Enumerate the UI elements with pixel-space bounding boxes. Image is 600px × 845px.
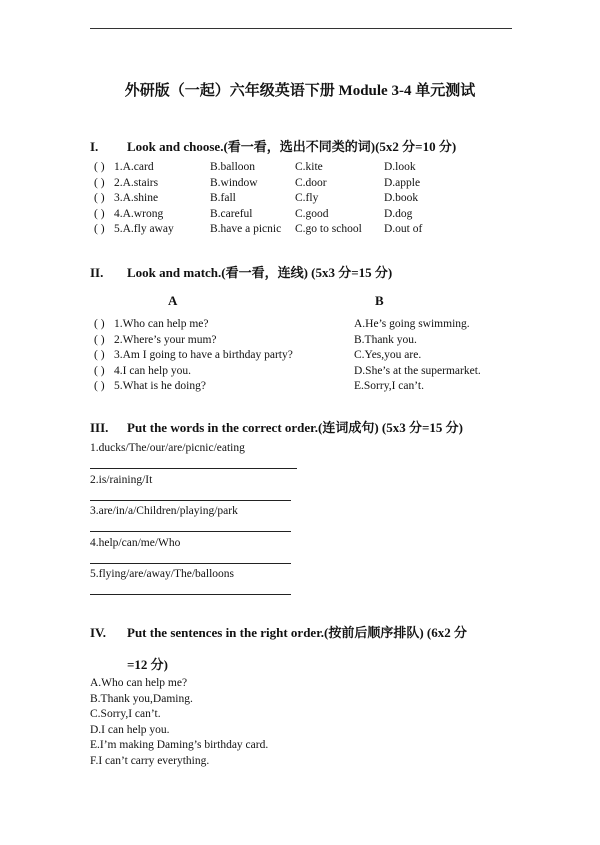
choice-option: B.window xyxy=(210,176,258,189)
choice-option: D.look xyxy=(384,161,416,173)
answer-blank: ( ) xyxy=(94,318,105,330)
choice-option: C.go to school xyxy=(295,223,362,236)
word-order-item: 5.flying/are/away/The/balloons xyxy=(90,568,235,580)
sentence-item: B.Thank you,Daming. xyxy=(90,692,193,705)
section-4-number: IV. xyxy=(90,625,107,640)
choice-option: B.balloon xyxy=(210,161,256,173)
answer-blank: ( ) xyxy=(94,176,105,189)
section-2-title: Look and match.(看一看，连线) (5x3 分=15 分) xyxy=(127,265,393,280)
match-question: 3.Am I going to have a birthday party? xyxy=(114,349,293,362)
match-answer: A.He’s going swimming. xyxy=(354,318,470,330)
section-4-heading xyxy=(90,622,467,641)
choice-option: B.have a picnic xyxy=(210,223,282,236)
sentence-item: F.I can’t carry everything. xyxy=(90,755,210,767)
answer-line[interactable] xyxy=(90,594,291,595)
section-3-title: Put the words in the correct order.(连词成句) (5x3 分=15 分) xyxy=(127,420,463,435)
word-order-item: 2.is/raining/It xyxy=(90,473,153,486)
choice-option: 4.A.wrong xyxy=(114,207,164,220)
match-answer: E.Sorry,I can’t. xyxy=(354,380,424,393)
sentence-item: C.Sorry,I can’t. xyxy=(90,708,161,721)
section-2-heading xyxy=(90,262,392,281)
answer-line[interactable] xyxy=(90,563,291,564)
sentence-item: A.Who can help me? xyxy=(90,677,188,689)
answer-blank: ( ) xyxy=(94,192,105,205)
match-question: 5.What is he doing? xyxy=(114,380,206,393)
answer-blank: ( ) xyxy=(94,223,105,236)
match-answer: D.She’s at the supermarket. xyxy=(354,364,481,377)
choice-option: C.door xyxy=(295,176,327,189)
answer-line[interactable] xyxy=(90,468,297,469)
choice-option: C.good xyxy=(295,207,329,220)
answer-blank: ( ) xyxy=(94,333,105,346)
answer-blank: ( ) xyxy=(94,349,105,362)
column-b-header: B xyxy=(375,293,384,308)
column-a-header: A xyxy=(168,293,178,308)
answer-line[interactable] xyxy=(90,531,291,532)
choice-option: C.fly xyxy=(295,192,319,205)
choice-option: 3.A.shine xyxy=(114,192,159,205)
match-answer: C.Yes,you are. xyxy=(354,349,422,362)
section-1-heading xyxy=(90,136,456,155)
answer-blank: ( ) xyxy=(94,380,105,393)
section-1-title: Look and choose.(看一看，选出不同类的词)(5x2 分=10 分) xyxy=(127,139,457,154)
page-title: 外研版（一起）六年级英语下册 Module 3-4 单元测试 xyxy=(124,83,476,99)
sentence-item: D.I can help you. xyxy=(90,723,170,736)
word-order-item: 1.ducks/The/our/are/picnic/eating xyxy=(90,442,245,454)
choice-option: B.fall xyxy=(210,192,236,205)
sentence-item: E.I’m making Daming’s birthday card. xyxy=(90,739,269,752)
choice-option: D.book xyxy=(384,192,419,205)
choice-option: 2.A.stairs xyxy=(114,176,159,189)
section-3-heading xyxy=(90,417,463,436)
choice-option: D.apple xyxy=(384,176,421,189)
choice-option: C.kite xyxy=(295,161,323,173)
answer-line[interactable] xyxy=(90,500,291,501)
answer-blank: ( ) xyxy=(94,364,105,377)
answer-blank: ( ) xyxy=(94,161,105,173)
choice-option: B.careful xyxy=(210,207,253,220)
answer-blank: ( ) xyxy=(94,207,105,220)
choice-option: D.dog xyxy=(384,207,413,220)
match-question: 1.Who can help me? xyxy=(114,318,209,330)
section-2-number: II. xyxy=(90,265,104,280)
section-3-number: III. xyxy=(90,420,109,435)
match-question: 2.Where’s your mum? xyxy=(114,333,217,346)
word-order-item: 4.help/can/me/Who xyxy=(90,536,181,549)
section-1-number: I. xyxy=(90,139,99,154)
match-answer: B.Thank you. xyxy=(354,333,417,346)
section-4-title: Put the sentences in the right order.(按前后顺序排队) (6x2 分 xyxy=(127,625,468,640)
top-rule xyxy=(90,28,512,29)
choice-option: 1.A.card xyxy=(114,161,154,173)
word-order-item: 3.are/in/a/Children/playing/park xyxy=(90,505,238,517)
match-question: 4.I can help you. xyxy=(114,364,191,377)
section-4-heading-continued: =12 分) xyxy=(127,657,168,672)
choice-option: D.out of xyxy=(384,223,423,236)
choice-option: 5.A.fly away xyxy=(114,223,174,236)
